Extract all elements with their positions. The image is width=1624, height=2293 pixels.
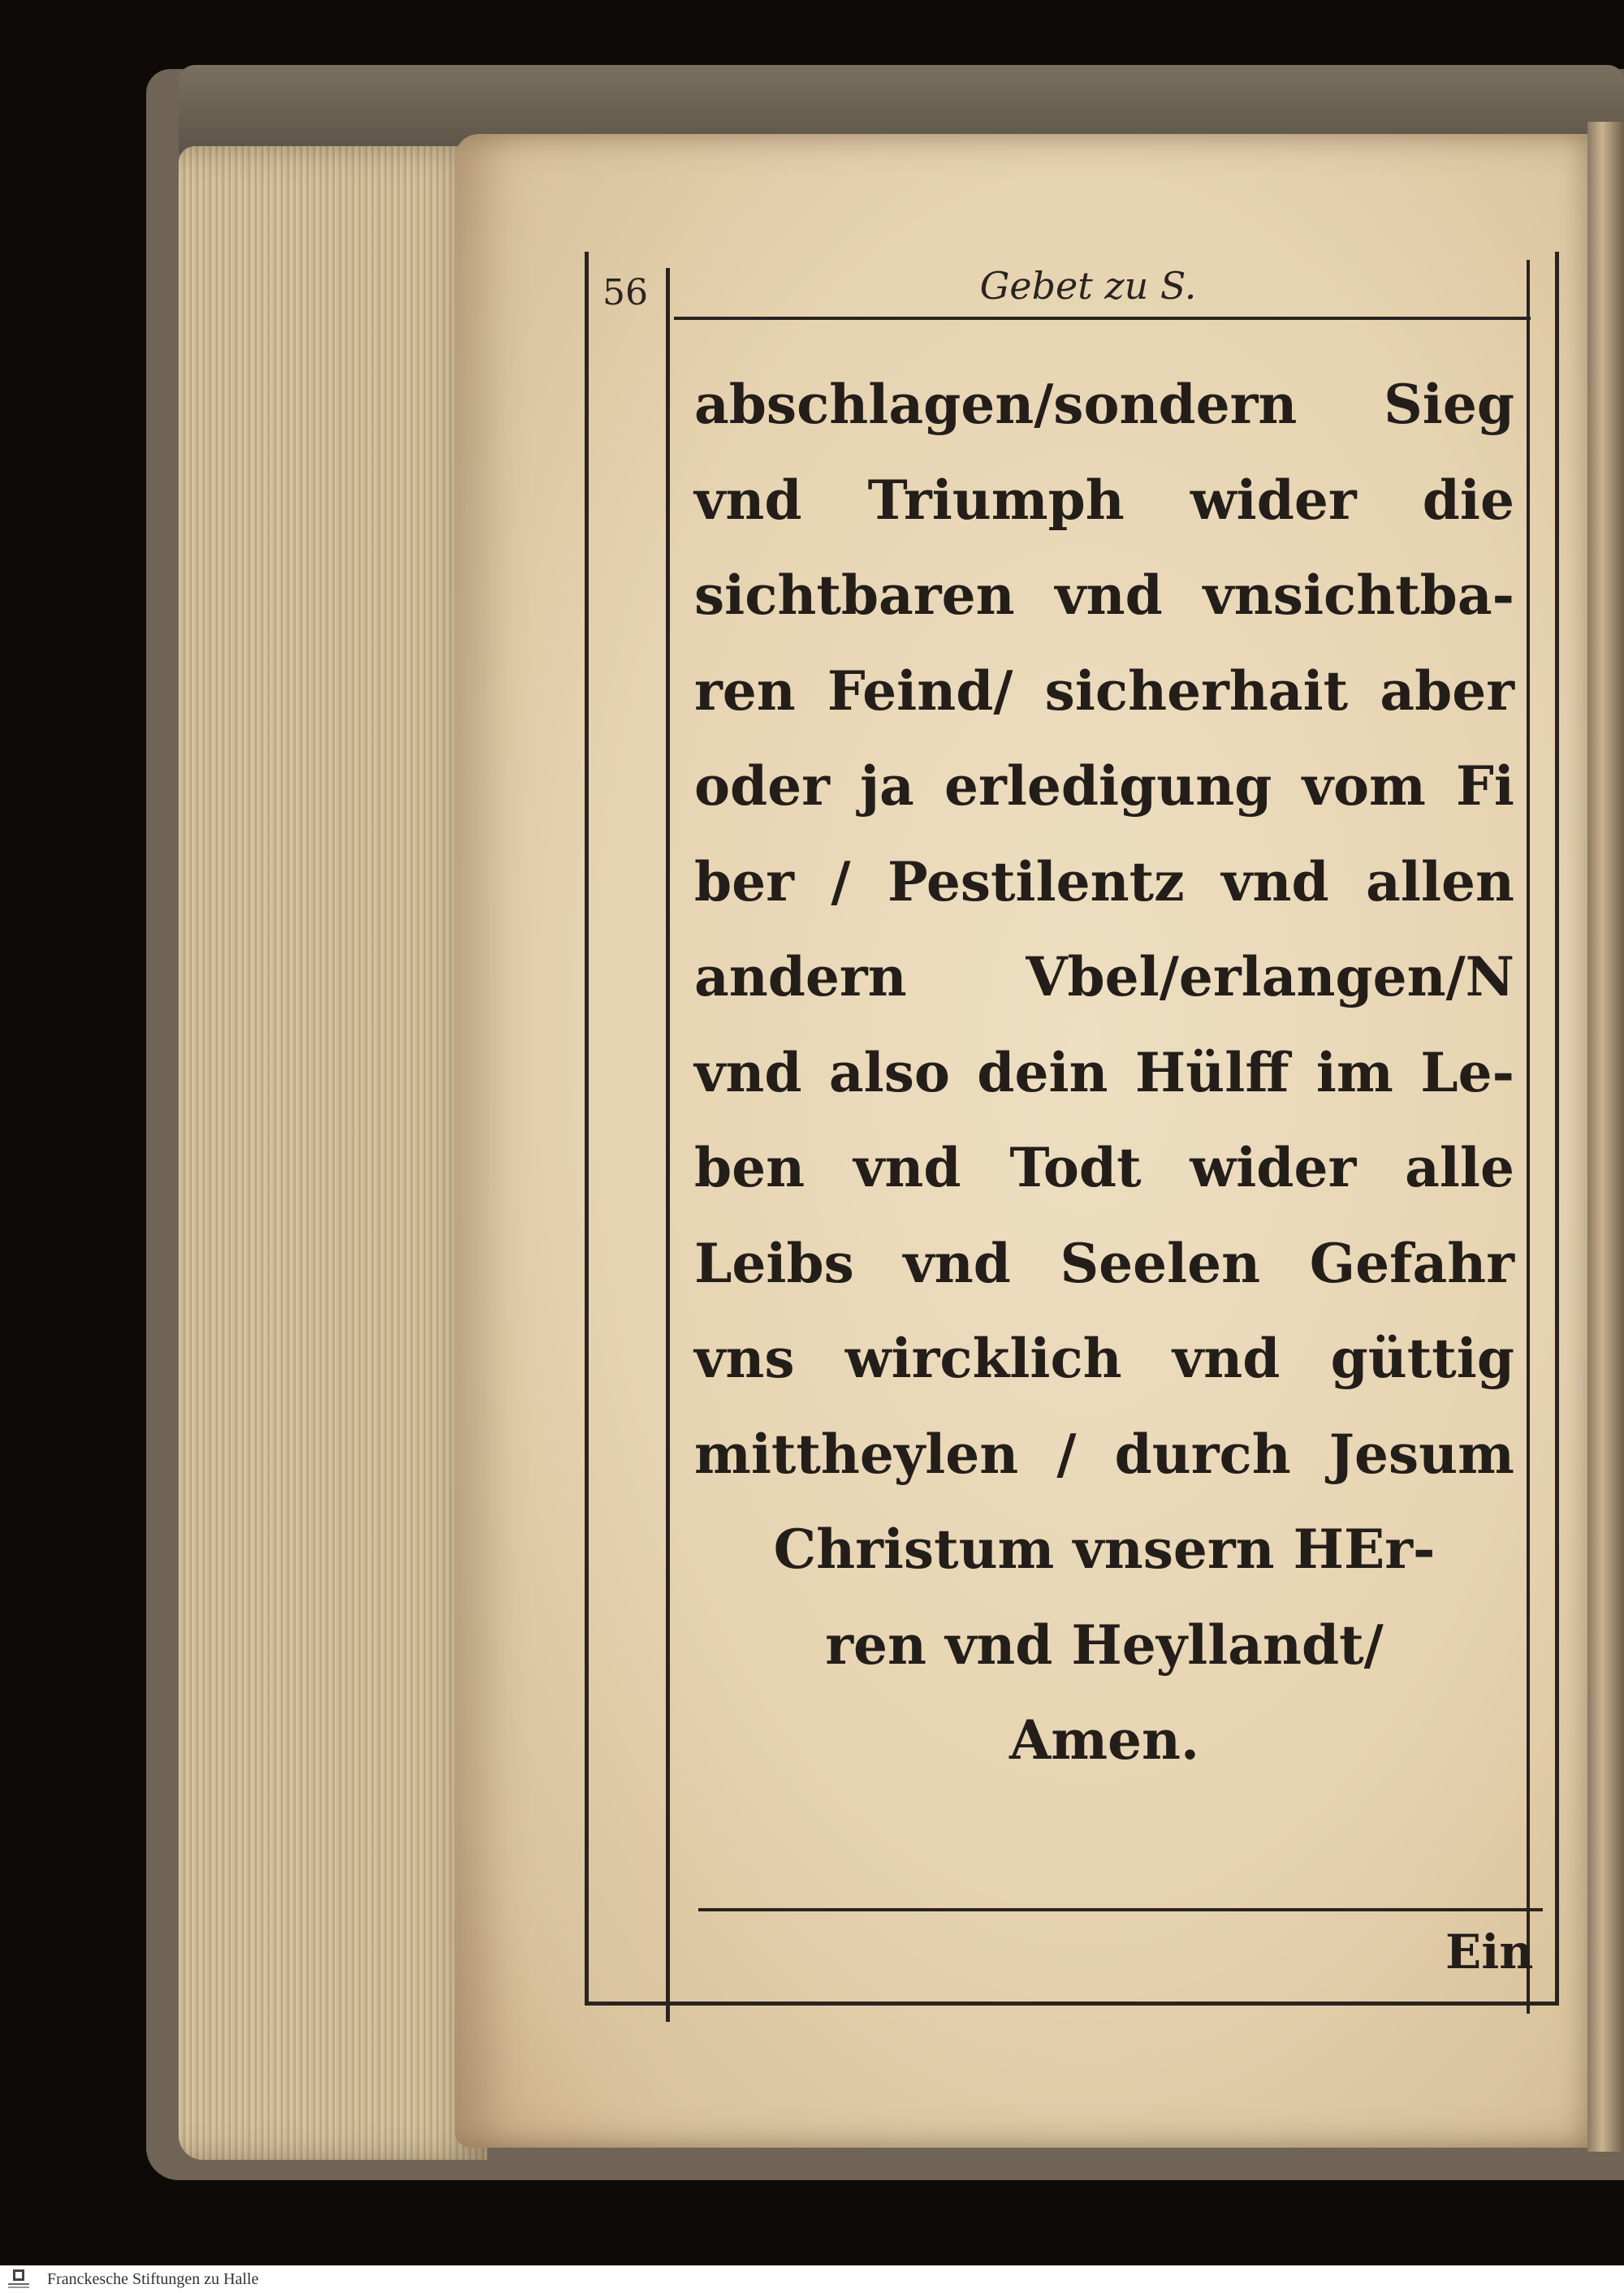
header-rule — [674, 317, 1531, 320]
text-line: ben vnd Todt wider alle — [694, 1136, 1514, 1199]
text-line: Leibs vnd Seelen Gefahr — [694, 1231, 1514, 1295]
text-line: andern Vbel/erlangen/N — [694, 945, 1514, 1008]
text-line: Christum vnsern HEr- — [773, 1518, 1436, 1581]
catchword: Ein — [1445, 1924, 1534, 1980]
body-text — [694, 357, 1514, 1789]
text-line: vnd also dein Hülff im Le- — [694, 1040, 1514, 1104]
text-line: abschlagen/sondern Sieg — [694, 373, 1514, 436]
running-head: Gebet zu S. — [979, 264, 1197, 308]
text-line: ber / Pestilentz vnd allen — [694, 849, 1514, 913]
institution-logo-icon — [5, 2268, 32, 2291]
text-line: sichtbaren vnd vnsichtba- — [694, 564, 1514, 627]
text-line: Amen. — [1009, 1708, 1199, 1772]
footer-rule — [698, 1908, 1543, 1911]
text-line: mittheylen / durch Jesum — [694, 1422, 1514, 1486]
frame-inner-right-rule — [1527, 260, 1530, 2014]
page-edges — [179, 146, 487, 2160]
text-line: ren vnd Heyllandt/ — [825, 1613, 1384, 1677]
page-number: 56 — [603, 272, 648, 313]
book-gutter — [1587, 122, 1624, 2152]
frame-inner-left-rule — [666, 268, 670, 2022]
footer-institution: Franckesche Stiftungen zu Halle — [47, 2270, 259, 2288]
text-line: oder ja erledigung vom Fi — [694, 754, 1514, 818]
text-line: ren Feind/ sicherhait aber — [694, 659, 1514, 723]
text-line: vns wircklich vnd güttig — [694, 1327, 1514, 1390]
text-line: vnd Triumph wider die — [694, 468, 1514, 532]
